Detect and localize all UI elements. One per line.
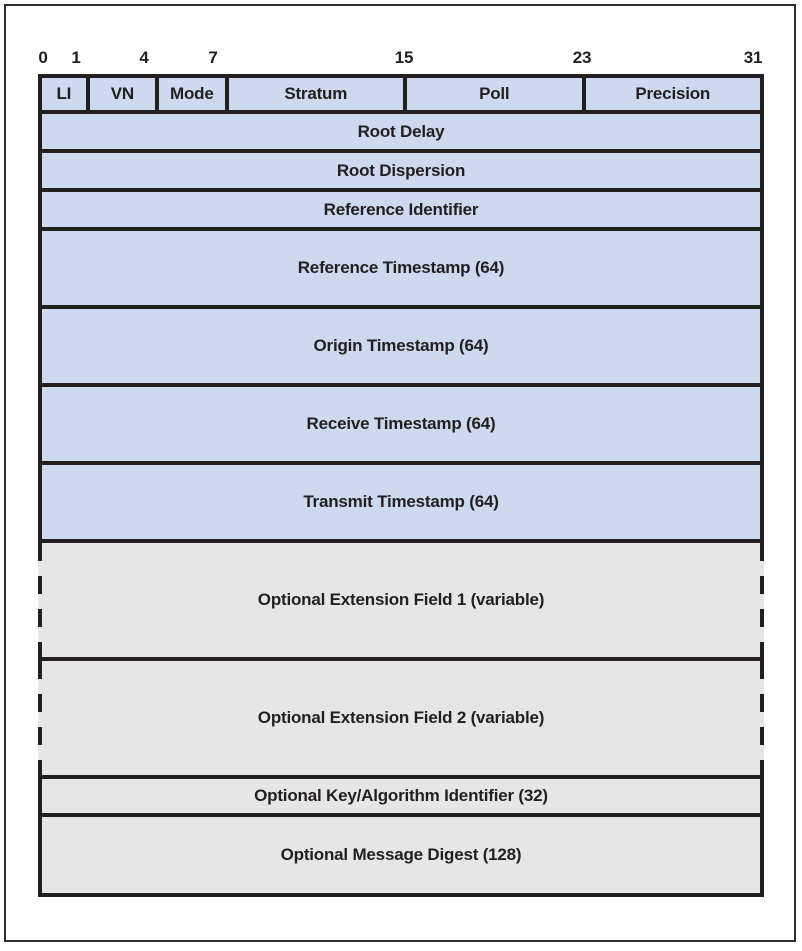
bit-label-1: 1 xyxy=(71,48,81,67)
ntp-packet-diagram xyxy=(38,74,764,897)
field-mode: Mode xyxy=(159,78,228,110)
bit-label-31: 31 xyxy=(743,48,763,67)
header-row xyxy=(38,74,764,114)
field-stratum: Stratum xyxy=(229,78,408,110)
row-origin-timestamp: Origin Timestamp (64) xyxy=(38,309,764,387)
row-transmit-timestamp: Transmit Timestamp (64) xyxy=(38,465,764,543)
field-vn: VN xyxy=(90,78,159,110)
field-poll: Poll xyxy=(407,78,586,110)
bit-label-4: 4 xyxy=(139,48,149,67)
row-optional-extension-field-1: Optional Extension Field 1 (variable) xyxy=(38,543,764,661)
row-optional-key-algorithm-identifier: Optional Key/Algorithm Identifier (32) xyxy=(38,779,764,817)
field-precision: Precision xyxy=(635,84,711,103)
row-root-dispersion: Root Dispersion xyxy=(38,153,764,192)
bit-scale xyxy=(0,48,802,70)
bit-label-7: 7 xyxy=(208,48,218,67)
bit-label-23: 23 xyxy=(572,48,592,67)
row-reference-timestamp: Reference Timestamp (64) xyxy=(38,231,764,309)
row-reference-identifier: Reference Identifier xyxy=(38,192,764,231)
row-optional-extension-field-2: Optional Extension Field 2 (variable) xyxy=(38,661,764,779)
row-receive-timestamp: Receive Timestamp (64) xyxy=(38,387,764,465)
bit-label-0: 0 xyxy=(38,48,48,67)
bit-label-15: 15 xyxy=(394,48,414,67)
row-root-delay: Root Delay xyxy=(38,114,764,153)
field-li: LI xyxy=(42,78,90,110)
row-optional-message-digest: Optional Message Digest (128) xyxy=(38,817,764,897)
